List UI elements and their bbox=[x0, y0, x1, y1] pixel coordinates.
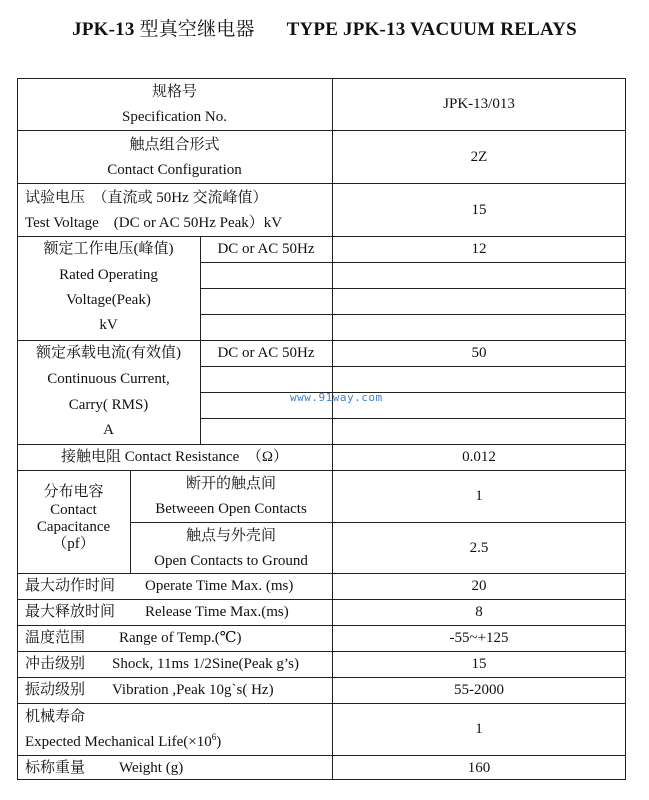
spec-label-en: Specification No. bbox=[122, 109, 227, 125]
resistance-label: 接触电阻 Contact Resistance （Ω） bbox=[61, 449, 288, 465]
vibration-label-en: Vibration ,Peak 10g`s( Hz) bbox=[112, 682, 274, 698]
capacitance-unit: （pf） bbox=[52, 536, 95, 552]
title-chinese: 型真空继电器 bbox=[139, 19, 255, 40]
shock-label-en: Shock, 11ms 1/2Sine(Peak g’s) bbox=[112, 656, 299, 672]
life-label-en bbox=[25, 730, 221, 755]
current-unit: A bbox=[103, 422, 114, 438]
watermark: www.91way.com bbox=[290, 391, 383, 404]
release-label-cn: 最大释放时间 bbox=[25, 604, 116, 620]
vibration-value: 55-2000 bbox=[454, 682, 504, 698]
current-label-en2: Carry( RMS) bbox=[68, 397, 149, 413]
weight-value: 160 bbox=[467, 760, 491, 776]
spec-table bbox=[17, 78, 626, 780]
life-label-exponent: 6 bbox=[211, 732, 217, 742]
temp-label-en: Range of Temp.(℃) bbox=[119, 630, 242, 646]
current-label-cn: 额定承载电流(有效值) bbox=[36, 345, 181, 361]
capacitance-label-en1: Contact bbox=[50, 502, 97, 518]
current-value: 50 bbox=[471, 345, 487, 361]
test-voltage-value: 15 bbox=[471, 202, 487, 218]
spec-label-cn: 规格号 bbox=[151, 84, 197, 100]
ground-label-cn: 触点与外壳间 bbox=[185, 528, 276, 544]
life-label-cn: 机械寿命 bbox=[25, 709, 86, 725]
current-label-en1: Continuous Current, bbox=[47, 371, 170, 387]
contact-config-label-cn: 触点组合形式 bbox=[129, 137, 220, 153]
operate-value: 20 bbox=[471, 578, 487, 594]
rated-voltage-label-en2: Voltage(Peak) bbox=[66, 292, 151, 308]
open-contacts-value: 1 bbox=[475, 488, 483, 504]
rated-voltage-value: 12 bbox=[471, 241, 487, 257]
operate-label-en: Operate Time Max. (ms) bbox=[145, 578, 294, 594]
rated-voltage-label-cn: 额定工作电压(峰值) bbox=[43, 241, 174, 257]
operate-label-cn: 最大动作时间 bbox=[25, 578, 116, 594]
title-english: TYPE JPK-13 VACUUM RELAYS bbox=[286, 19, 577, 40]
contact-config-label-en: Contact Configuration bbox=[107, 162, 242, 178]
life-label-text: Expected Mechanical Life(×10 bbox=[25, 734, 212, 750]
rated-voltage-sub-label: DC or AC 50Hz bbox=[217, 241, 315, 257]
open-contacts-label-cn: 断开的触点间 bbox=[185, 476, 276, 492]
release-value: 8 bbox=[475, 604, 483, 620]
weight-label-cn: 标称重量 bbox=[25, 760, 86, 776]
shock-label-cn: 冲击级别 bbox=[25, 656, 86, 672]
title-model: JPK-13 bbox=[72, 19, 135, 40]
ground-label-en: Open Contacts to Ground bbox=[154, 553, 308, 569]
weight-label-en: Weight (g) bbox=[119, 760, 184, 776]
test-voltage-label-cn: 试验电压 （直流或 50Hz 交流峰值） bbox=[25, 190, 268, 206]
capacitance-label-en2: Capacitance bbox=[36, 519, 111, 535]
ground-value: 2.5 bbox=[469, 540, 489, 556]
spec-value: JPK-13/013 bbox=[443, 96, 515, 112]
page-title bbox=[0, 14, 649, 41]
temp-label-cn: 温度范围 bbox=[25, 630, 86, 646]
resistance-value: 0.012 bbox=[462, 449, 496, 465]
temp-value: -55~+125 bbox=[449, 630, 509, 646]
rated-voltage-unit: kV bbox=[99, 317, 118, 333]
life-label-close: ) bbox=[216, 734, 222, 750]
rated-voltage-label-en1: Rated Operating bbox=[59, 267, 158, 283]
vibration-label-cn: 振动级别 bbox=[25, 682, 86, 698]
current-sub-label: DC or AC 50Hz bbox=[217, 345, 315, 361]
shock-value: 15 bbox=[471, 656, 487, 672]
open-contacts-label-en: Betweeen Open Contacts bbox=[155, 501, 307, 517]
life-value: 1 bbox=[475, 721, 483, 737]
contact-config-value: 2Z bbox=[470, 149, 488, 165]
capacitance-label-cn: 分布电容 bbox=[43, 484, 104, 500]
test-voltage-label-en: Test Voltage (DC or AC 50Hz Peak）kV bbox=[25, 215, 283, 231]
release-label-en: Release Time Max.(ms) bbox=[145, 604, 289, 620]
